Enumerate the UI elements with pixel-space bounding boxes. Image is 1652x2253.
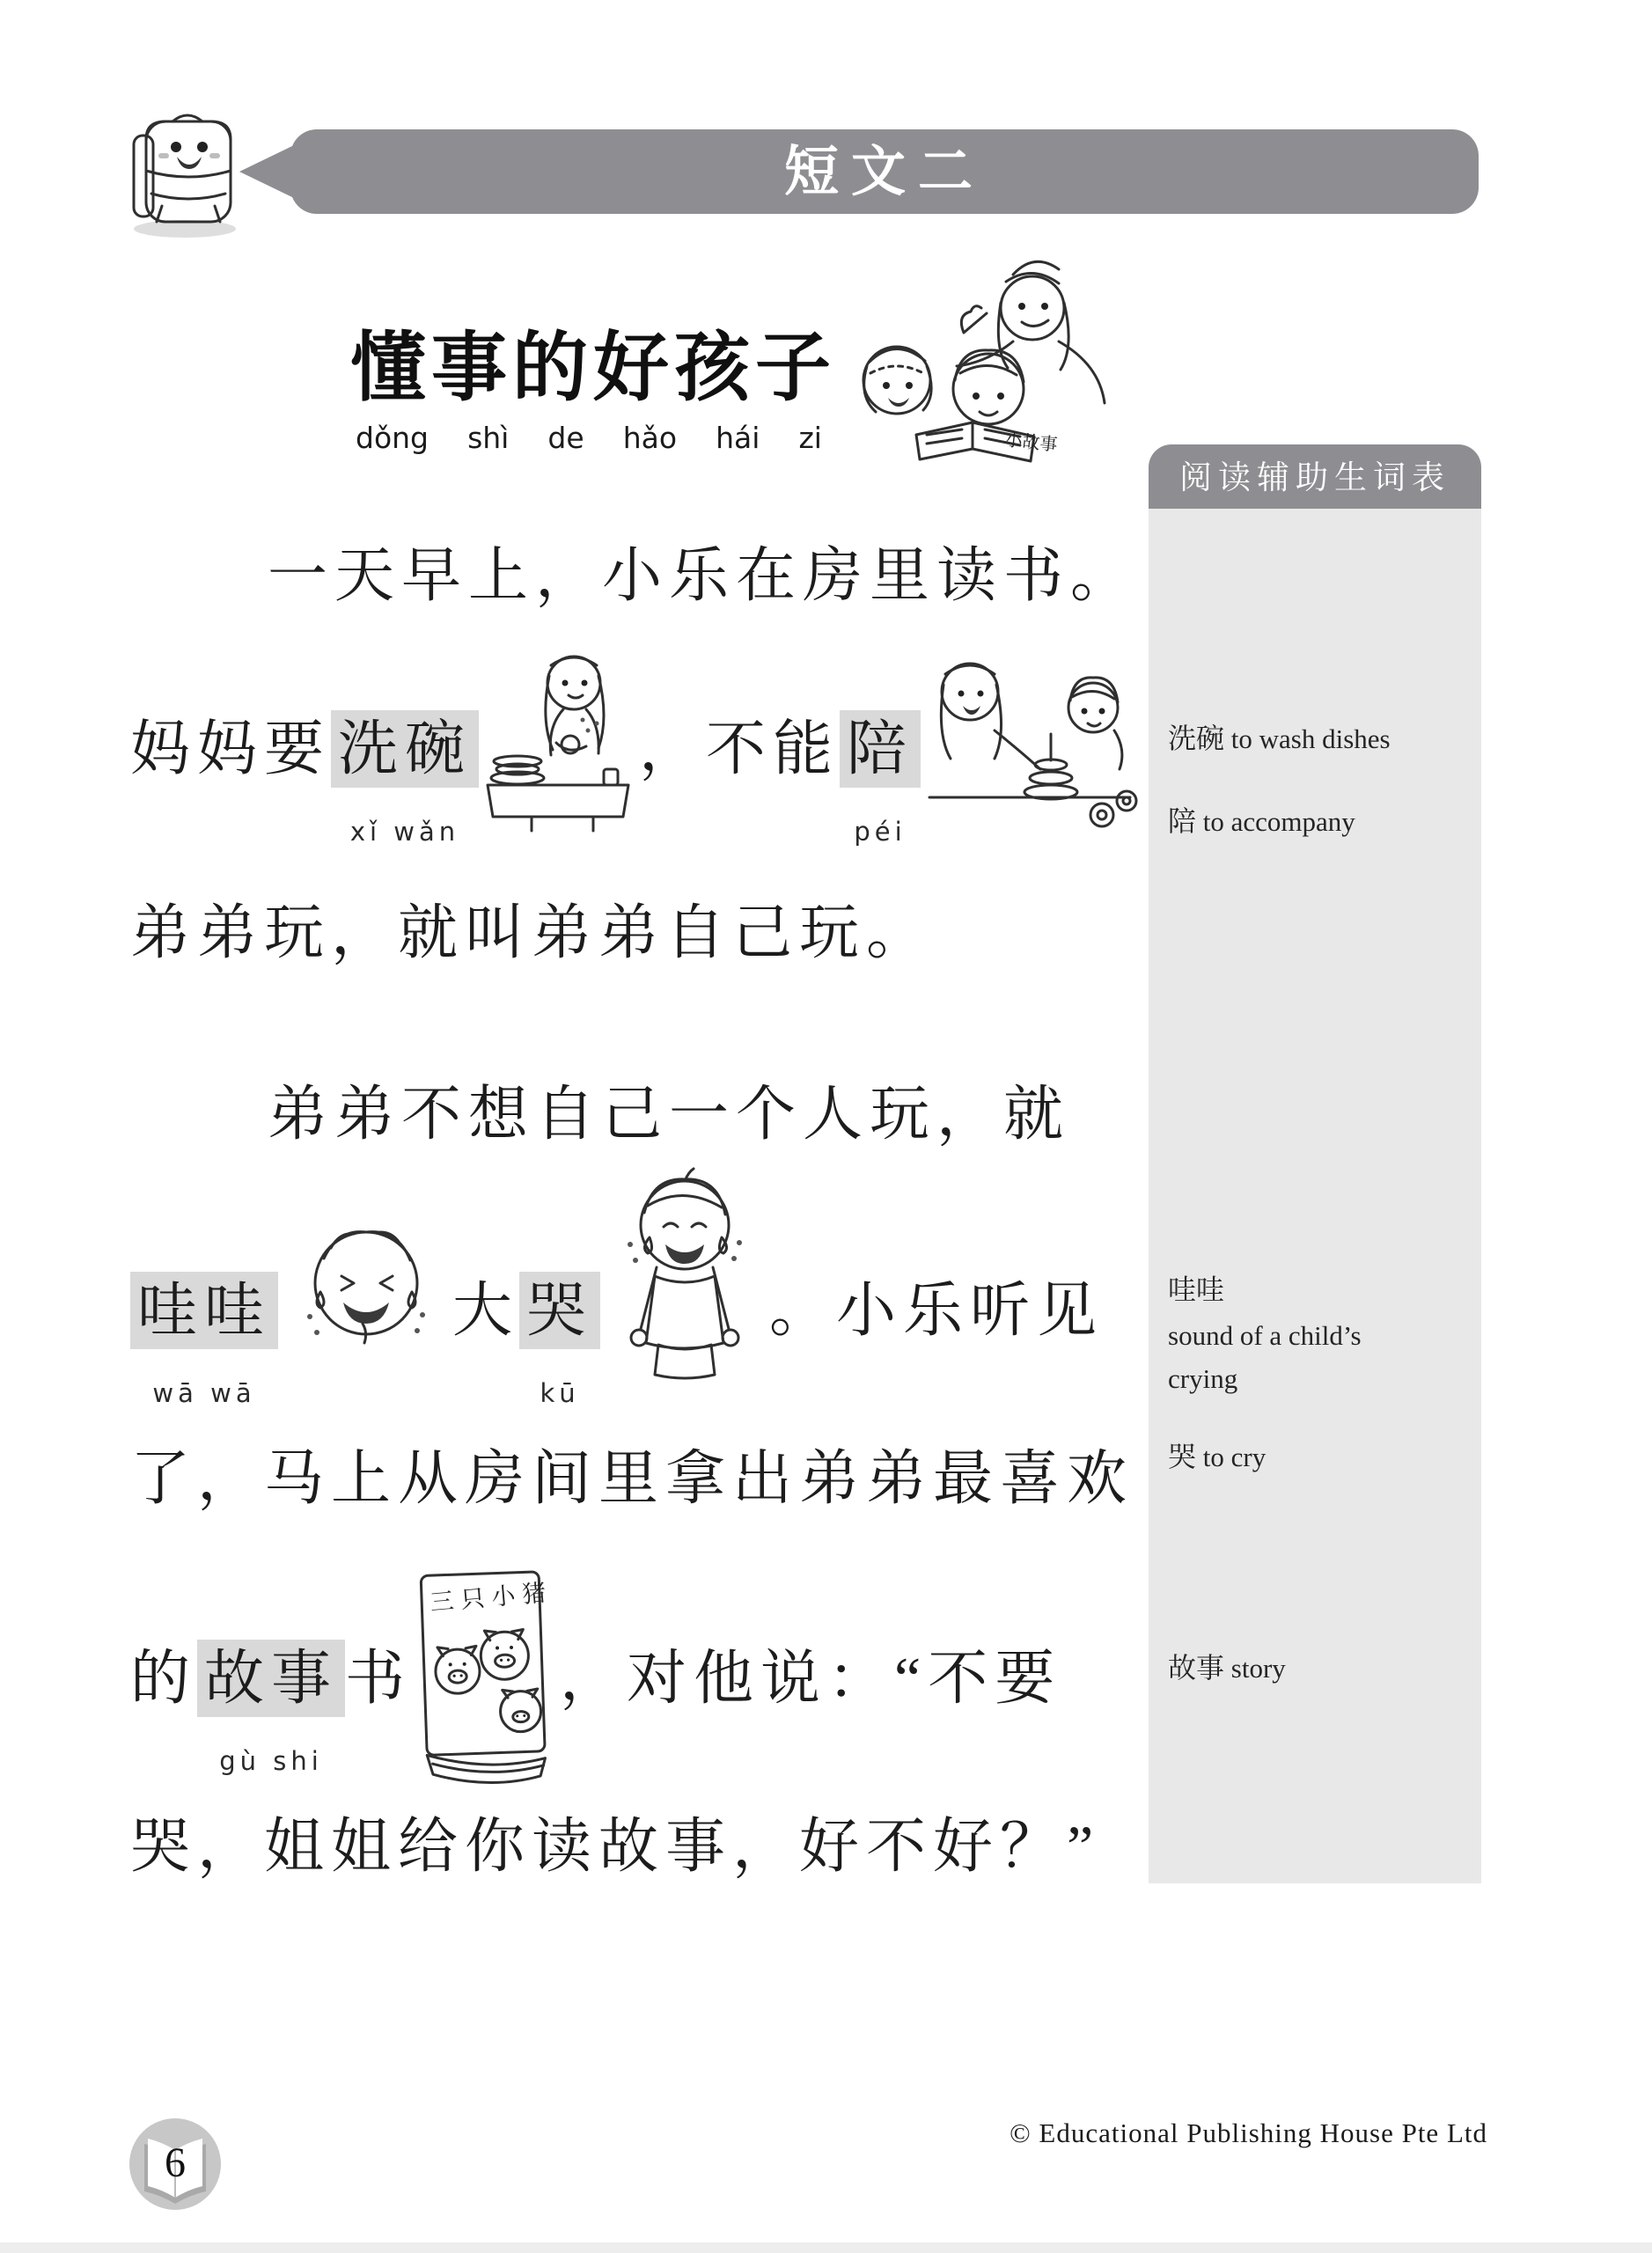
page-number-badge — [128, 2117, 222, 2211]
vocab-definition: to wash dishes — [1230, 723, 1391, 754]
washing-dishes-illustration — [479, 709, 639, 769]
pinyin-label: gù shi — [219, 1746, 323, 1776]
backpack-mascot-icon — [121, 99, 253, 244]
passage-line — [130, 899, 934, 966]
vocab-entry — [1168, 716, 1467, 757]
storybook-illustration — [412, 1579, 560, 1699]
title-illustration-book-label: 小故事 — [1003, 430, 1059, 456]
pinyin-label: xǐ wǎn — [349, 817, 460, 847]
crying-boy-illustration — [600, 1271, 769, 1331]
passage-title-pinyin — [356, 421, 822, 455]
passage-text: 哭，姐姐给你读故事，好不好？” — [130, 1813, 1101, 1880]
passage-title: 懂事的好孩子 — [350, 324, 836, 412]
passage-text: 弟弟不想自己一个人玩，就 — [268, 1081, 1071, 1148]
highlighted-word-text: 哭 — [519, 1272, 600, 1349]
highlighted-word — [197, 1645, 345, 1776]
vocab-definition: to accompany — [1202, 806, 1355, 837]
pinyin-syllable: de — [547, 421, 584, 455]
passage-text: 书 — [345, 1645, 413, 1712]
vocab-term: 哇哇 — [1168, 1273, 1225, 1305]
passage-text: 一天早上，小乐在房里读书。 — [268, 542, 1138, 609]
passage-text: 大 — [452, 1277, 520, 1344]
passage-line — [130, 1579, 1062, 1776]
passage-text: 妈妈要 — [130, 716, 332, 782]
vocab-entry — [1168, 1435, 1467, 1475]
highlighted-word-text: 陪 — [840, 710, 921, 788]
vocab-term: 故事 — [1168, 1652, 1225, 1684]
page-number: 6 — [165, 2139, 186, 2186]
highlighted-word — [840, 716, 921, 847]
vocab-definition: sound of a child’s crying — [1168, 1320, 1362, 1394]
passage-text: 了，马上从房间里拿出弟弟最喜欢 — [130, 1445, 1134, 1512]
vocab-sidebar-panel — [1149, 509, 1481, 1883]
section-banner — [290, 129, 1479, 214]
highlighted-word-text: 哇哇 — [130, 1272, 278, 1349]
vocab-definition: story — [1230, 1653, 1286, 1684]
copyright-notice: © Educational Publishing House Pte Ltd — [1010, 2117, 1487, 2148]
passage-text: 。小乐听见 — [769, 1277, 1105, 1344]
vocab-term: 洗碗 — [1168, 723, 1225, 754]
mother-accompany-illustration — [921, 709, 1139, 769]
passage-text: 的 — [130, 1645, 198, 1712]
vocab-entry — [1168, 799, 1467, 840]
svg-text:三只小猪: 三只小猪 — [429, 1579, 554, 1617]
passage-line — [130, 1445, 1134, 1512]
passage-text: ，不能 — [639, 716, 841, 782]
vocab-definition: to cry — [1202, 1442, 1267, 1472]
passage-line — [130, 709, 1139, 847]
vocab-entry — [1168, 1646, 1467, 1686]
vocab-term: 陪 — [1168, 805, 1197, 837]
passage-text: 弟弟玩，就叫弟弟自己玩。 — [130, 899, 934, 966]
pinyin-label: wā wā — [152, 1378, 256, 1408]
highlighted-word — [130, 1277, 278, 1408]
page-edge-shadow — [0, 2242, 1652, 2253]
highlighted-word-text: 故事 — [197, 1640, 345, 1717]
pinyin-label: péi — [854, 817, 907, 847]
pinyin-label: kū — [540, 1378, 580, 1408]
section-banner-title: 短文二 — [783, 139, 985, 203]
pinyin-syllable: hǎo — [622, 421, 678, 455]
vocab-term: 哭 — [1168, 1441, 1197, 1472]
pinyin-syllable: hái — [716, 421, 760, 455]
passage-text: ，对他说：“不要 — [560, 1645, 1062, 1712]
vocab-entry — [1168, 1267, 1467, 1401]
passage-line — [130, 1081, 1071, 1148]
passage-line — [130, 1271, 1105, 1408]
mother-reading-with-children-illustration — [832, 257, 1135, 468]
crying-face-illustration — [278, 1271, 452, 1331]
pinyin-syllable: dǒng — [356, 421, 429, 455]
highlighted-word-text: 洗碗 — [331, 710, 479, 788]
passage-line — [130, 542, 1138, 609]
highlighted-word — [331, 716, 479, 847]
passage-line — [130, 1813, 1101, 1880]
pinyin-syllable: shì — [467, 421, 510, 455]
vocab-sidebar-header: 阅读辅助生词表 — [1149, 444, 1481, 509]
highlighted-word — [519, 1277, 600, 1408]
pinyin-syllable: zi — [798, 421, 822, 455]
banner-tail-pointer — [239, 145, 294, 198]
